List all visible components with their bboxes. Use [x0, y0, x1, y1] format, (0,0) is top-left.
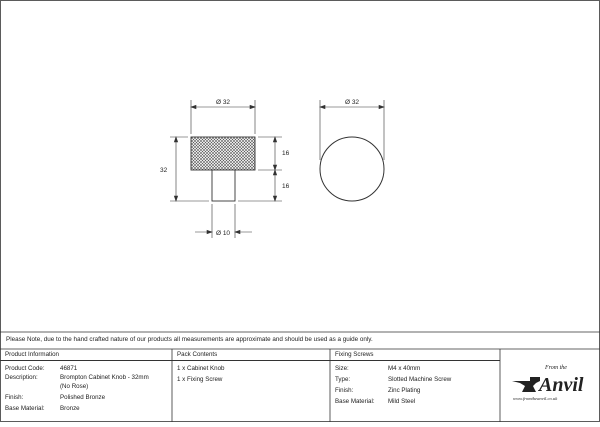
product-information-panel: [0, 349, 172, 422]
knob-stem: [212, 170, 235, 201]
row-label: Product Code:: [5, 365, 45, 372]
row-label: Type:: [335, 376, 351, 383]
knob-front-view: [320, 137, 384, 201]
row-value: (No Rose): [60, 383, 89, 390]
row-value: M4 x 40mm: [388, 365, 421, 372]
screw-type-row: [335, 375, 500, 384]
upper-height-label: 16: [282, 150, 290, 157]
row-value: 46871: [60, 365, 78, 372]
row-label: Finish:: [5, 394, 24, 401]
row-value: Mild Steel: [388, 398, 416, 405]
pack-item: 1 x Cabinet Knob: [177, 365, 225, 372]
row-value: Brompton Cabinet Knob - 32mm: [60, 374, 149, 381]
screw-material-row: [335, 397, 500, 406]
pack-item: 1 x Fixing Screw: [177, 376, 223, 383]
fixing-screws-title: Fixing Screws: [330, 349, 500, 361]
row-value: Polished Bronze: [60, 394, 106, 401]
screw-finish-row: [335, 386, 500, 395]
row-label: Description:: [5, 374, 38, 381]
face-diameter-label: Ø 32: [344, 99, 360, 106]
stem-diameter-label: Ø 10: [215, 230, 231, 237]
from-the-anvil-logo: [500, 349, 600, 422]
finish-row: [5, 393, 172, 402]
description-row: [5, 373, 172, 382]
row-label: Base Material:: [335, 398, 375, 405]
top-width-label: Ø 32: [215, 99, 231, 106]
pack-contents-title: Pack Contents: [172, 349, 330, 361]
logo-from-the: From the: [545, 365, 567, 371]
product-information-title: Product Information: [0, 349, 172, 361]
disclaimer-note: Please Note, due to the hand crafted nature of our products all measurements are approximate and should be used as a guide only.: [6, 336, 373, 343]
knurled-head: [191, 137, 255, 170]
description-cont-row: [5, 382, 172, 391]
fixing-screws-panel: [330, 349, 500, 422]
row-value: Slotted Machine Screw: [388, 376, 452, 383]
row-value: Zinc Plating: [388, 387, 421, 394]
total-height-label: 32: [160, 167, 168, 174]
anvil-logo-icon: [500, 349, 600, 422]
knob-side-view: [191, 137, 255, 201]
lower-height-label: 16: [282, 183, 290, 190]
base-material-row: [5, 404, 172, 413]
logo-brand: Anvil: [539, 374, 584, 396]
pack-contents-panel: [172, 349, 330, 422]
row-label: Finish:: [335, 387, 354, 394]
screw-size-row: [335, 364, 500, 373]
row-value: Bronze: [60, 405, 80, 412]
anvil-shape-icon: [512, 377, 540, 392]
row-label: Base Material:: [5, 405, 45, 412]
product-code-row: [5, 364, 172, 373]
row-label: Size:: [335, 365, 349, 372]
logo-url: www.fromtheanvil.co.uk: [513, 396, 558, 401]
